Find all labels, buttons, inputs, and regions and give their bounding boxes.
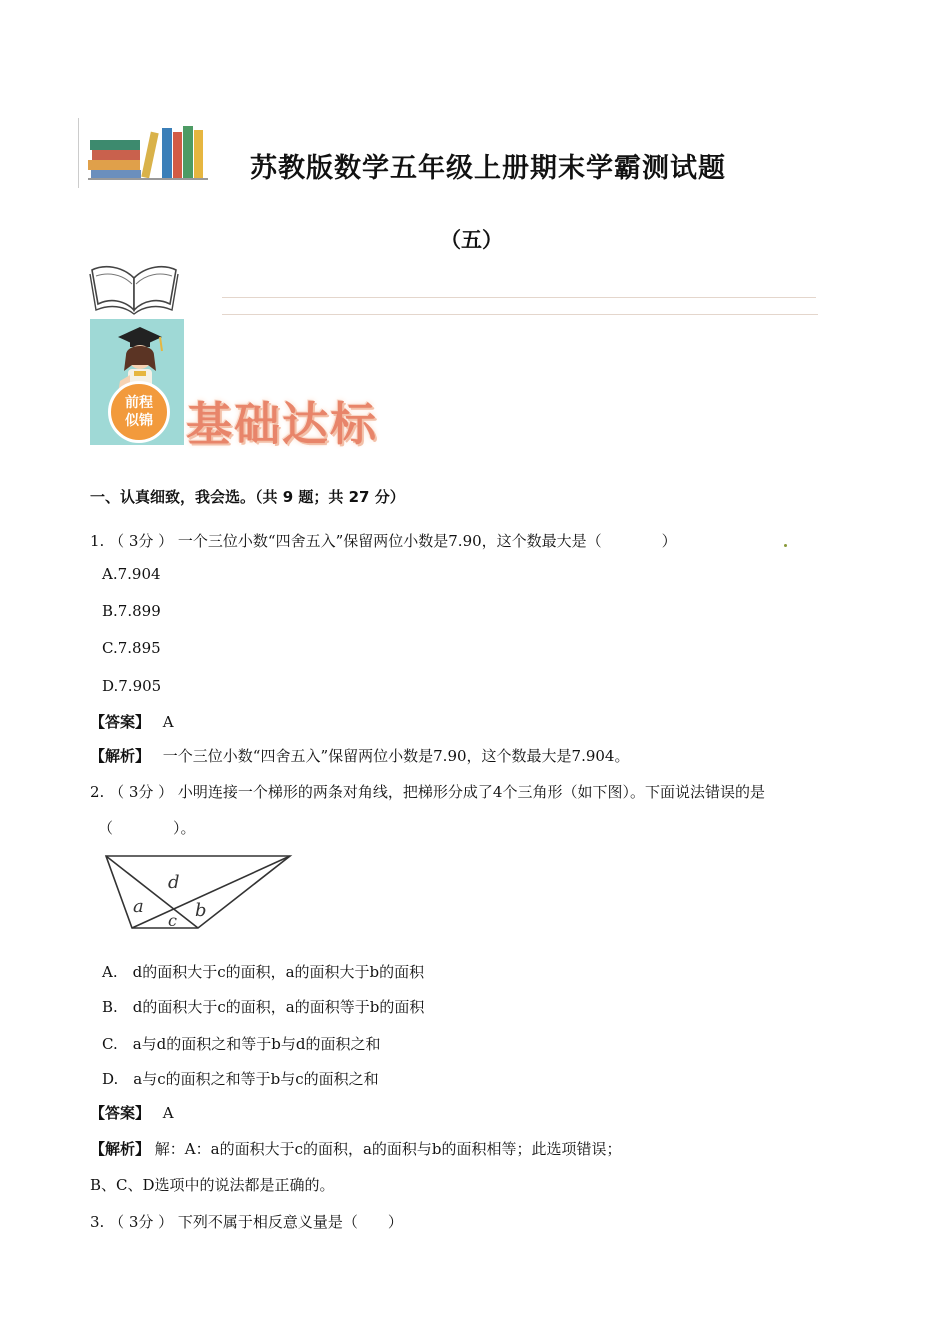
trapezoid-figure: [100, 850, 300, 934]
q1-analysis: [90, 745, 629, 766]
answer-value: A: [162, 1104, 174, 1122]
badge-text-line1: 前程: [125, 395, 153, 411]
label-d: d: [168, 872, 180, 893]
mark-dot: [784, 544, 787, 547]
q2-answer: [90, 1102, 174, 1123]
badge-circle: [108, 381, 170, 443]
trapezoid-diagram: [100, 850, 300, 934]
q2-option-c: C. a与d的面积之和等于b与d的面积之和: [102, 1035, 381, 1053]
header-rule-bottom: [222, 314, 818, 315]
q1-answer: [90, 711, 174, 732]
document-subtitle: （五）: [440, 228, 503, 252]
graduate-badge: [90, 319, 184, 445]
label-b: b: [195, 900, 207, 921]
question-3-stem: 3. （ 3分 ） 下列不属于相反意义量是（ ）: [90, 1213, 403, 1231]
analysis-label: 【解析】: [90, 747, 151, 765]
answer-label: 【答案】: [90, 1104, 151, 1122]
books-logo-image: [78, 118, 214, 188]
q2-analysis: [90, 1138, 622, 1159]
q2-option-d: D. a与c的面积之和等于b与c的面积之和: [102, 1070, 379, 1088]
document-title: 苏教版数学五年级上册期末学霸测试题: [250, 153, 726, 184]
q1-option-a: A.7.904: [102, 565, 161, 583]
answer-value: A: [162, 713, 174, 731]
q1-option-d: D.7.905: [102, 677, 162, 695]
question-2-stem-line1: 2. （ 3分 ） 小明连接一个梯形的两条对角线，把梯形分成了4个三角形（如下图）。下面说法错误的是: [90, 783, 765, 801]
analysis-text: 一个三位小数“四舍五入”保留两位小数是7.90，这个数最大是7.904。: [162, 747, 630, 765]
open-book-image: [86, 256, 182, 316]
analysis-text: 解：A：a的面积大于c的面积，a的面积与b的面积相等；此选项错误；: [154, 1140, 622, 1158]
q2-option-b: B. d的面积大于c的面积，a的面积等于b的面积: [102, 998, 425, 1016]
books-icon: [78, 118, 214, 188]
section-heading: 一、认真细致，我会选。（共 9 题；共 27 分）: [90, 488, 405, 506]
badge-text-line2: 似锦: [125, 413, 153, 429]
label-a: a: [133, 896, 144, 917]
question-2-stem-line2: （ ）。: [98, 819, 196, 837]
open-book-icon: [86, 256, 182, 316]
question-1-stem: 1. （ 3分 ） 一个三位小数“四舍五入”保留两位小数是7.90，这个数最大是（ ）: [90, 532, 677, 550]
analysis-label: 【解析】: [90, 1140, 151, 1158]
q1-option-c: C.7.895: [102, 639, 161, 657]
section-banner-heading: 基础达标: [186, 397, 378, 451]
label-c: c: [168, 911, 177, 930]
q1-option-b: B.7.899: [102, 602, 161, 620]
q2-option-a: A. d的面积大于c的面积，a的面积大于b的面积: [102, 963, 425, 981]
answer-label: 【答案】: [90, 713, 151, 731]
header-rule-top: [222, 297, 816, 298]
q2-analysis-line2: B、C、D选项中的说法都是正确的。: [90, 1176, 335, 1194]
